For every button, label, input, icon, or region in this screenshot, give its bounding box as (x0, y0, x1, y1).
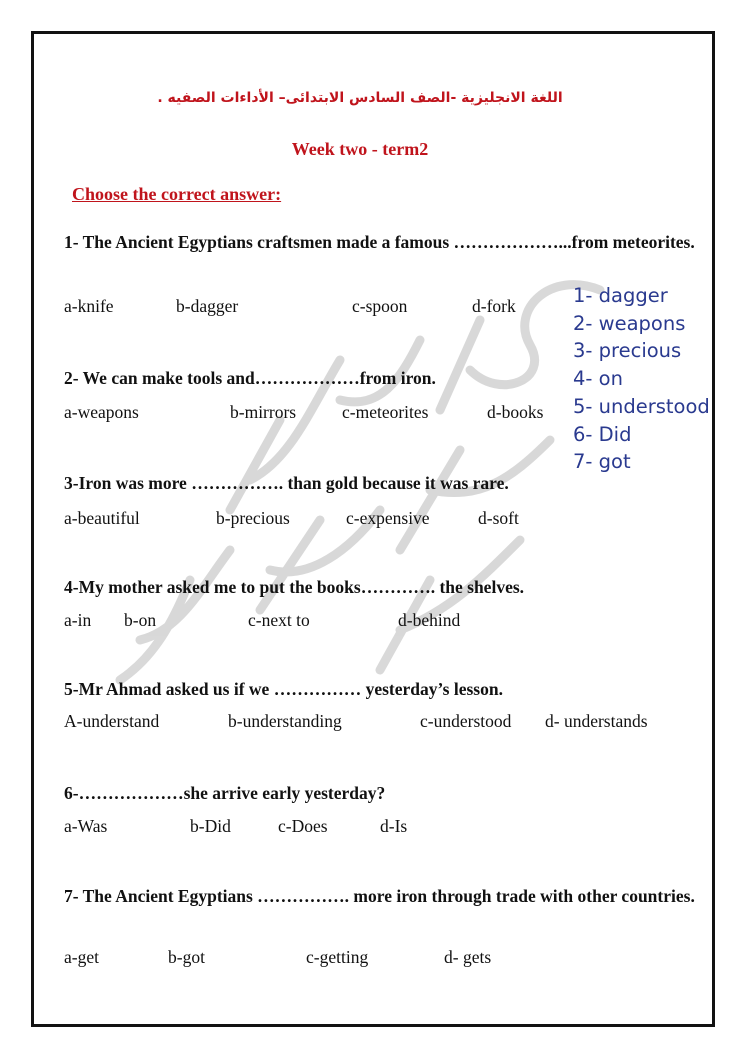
q1-option-c: c-spoon (352, 296, 408, 316)
q6-option-a: a-Was (64, 816, 108, 836)
q7-option-b: b-got (168, 947, 205, 967)
q4-option-d: d-behind (398, 610, 461, 630)
q1-option-a: a-knife (64, 296, 114, 316)
question-2: 2- We can make tools and………………from iron. (64, 368, 436, 388)
page-border (31, 31, 715, 1027)
q7-option-a: a-get (64, 947, 99, 967)
q4-option-c: c-next to (248, 610, 310, 630)
week-heading: Week two - term2 (291, 139, 429, 159)
q3-option-a: a-beautiful (64, 508, 140, 528)
answer-5: 5- understood (573, 394, 710, 418)
answer-7: 7- got (573, 450, 631, 474)
q1-option-d: d-fork (472, 296, 516, 316)
q1-option-b: b-dagger (176, 296, 239, 316)
q6-option-d: d-Is (380, 816, 408, 836)
q2-option-b: b-mirrors (230, 402, 297, 422)
q3-option-b: b-precious (216, 508, 290, 528)
answer-1: 1- dagger (573, 284, 668, 307)
q7-option-c: c-getting (306, 947, 369, 967)
instruction-heading: Choose the correct answer: (72, 184, 282, 204)
q4-option-a: a-in (64, 610, 92, 630)
question-3: 3-Iron was more ……………. than gold because it was rare. (64, 473, 509, 493)
answer-2: 2- weapons (573, 311, 686, 335)
answer-3: 3- precious (573, 339, 682, 363)
question-7: 7- The Ancient Egyptians ……………. more iron through trade with other countries. (64, 886, 695, 906)
q4-option-b: b-on (124, 610, 157, 630)
arabic-title: اللغة الانجليزية -الصف السادس الابتدائى– الأداءات الصفيه . (157, 90, 563, 106)
q6-option-c: c-Does (278, 816, 328, 836)
answer-6: 6- Did (573, 422, 632, 446)
q7-option-d: d- gets (444, 947, 492, 967)
question-4: 4-My mother asked me to put the books…………. the shelves. (64, 577, 525, 597)
q3-option-d: d-soft (478, 508, 519, 528)
answer-key (573, 282, 710, 476)
q2-option-c: c-meteorites (342, 402, 429, 422)
q3-option-c: c-expensive (346, 508, 430, 528)
q5-option-c: c-understood (420, 711, 512, 731)
question-1: 1- The Ancient Egyptians craftsmen made a famous ………………...from meteorites. (64, 232, 695, 252)
q5-option-a: A-understand (64, 711, 160, 731)
q2-option-d: d-books (487, 402, 544, 422)
question-6: 6-………………she arrive early yesterday? (64, 783, 386, 803)
q5-option-b: b-understanding (228, 711, 342, 731)
q6-option-b: b-Did (190, 816, 231, 836)
question-5: 5-Mr Ahmad asked us if we …………… yesterday’s lesson. (64, 679, 503, 699)
answer-4: 4- on (573, 367, 623, 391)
q5-option-d: d- understands (545, 711, 648, 731)
q2-option-a: a-weapons (64, 402, 139, 422)
